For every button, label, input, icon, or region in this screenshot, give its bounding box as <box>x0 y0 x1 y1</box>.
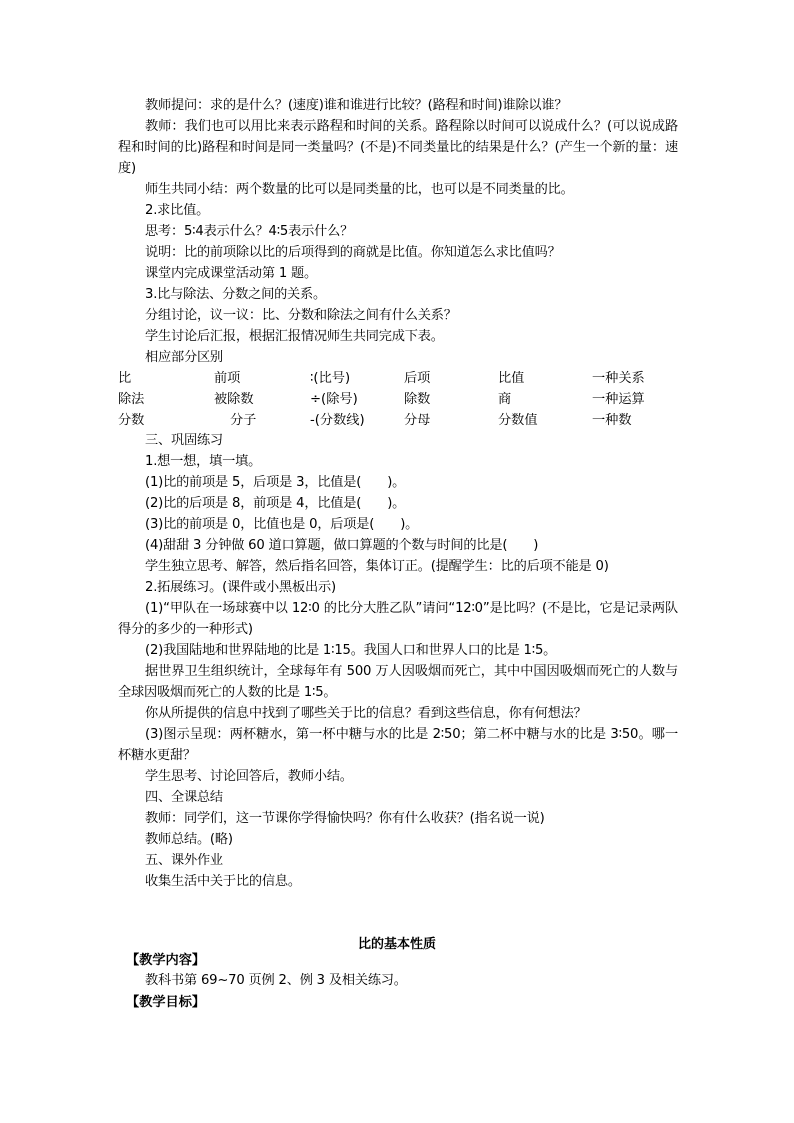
paragraph-explanation: 说明：比的前项除以比的后项得到的商就是比值。你知道怎么求比值吗？ <box>145 245 561 260</box>
section-heading-summary: 四、全课总结 <box>145 790 223 805</box>
summary-text: 教师：同学们，这一节课你学得愉快吗？你有什么收获？(指名说一说) <box>145 811 545 826</box>
summary-text: 教师总结。(略) <box>145 832 233 847</box>
paragraph-think: 思考：5∶4表示什么？4∶5表示什么？ <box>145 224 354 239</box>
paragraph-ratio-value-heading: 2.求比值。 <box>145 203 210 218</box>
exercise-2-item: 你从所提供的信息中找到了哪些关于比的信息？看到这些信息，你有何想法？ <box>145 706 587 721</box>
exercise-2-item: (3)图示呈现：两杯糖水，第一杯中糖与水的比是 2∶50；第二杯中糖与水的比是 3∶50。哪一杯糖水更甜？ <box>118 727 678 763</box>
exercise-2-item: 据世界卫生组织统计，全球每年有 500 万人因吸烟而死亡，其中中国因吸烟而死亡的人数与全球因吸烟而死亡的人数的比是 1∶5。 <box>118 664 678 700</box>
paragraph-report: 学生讨论后汇报，根据汇报情况师生共同完成下表。 <box>145 329 444 344</box>
paragraph-group-discussion: 分组讨论，议一议：比、分数和除法之间有什么关系？ <box>145 308 457 323</box>
table-cell: 一种数 <box>592 413 632 428</box>
table-cell: 后项 <box>404 371 431 386</box>
content-text: 教科书第 69~70 页例 2、例 3 及相关练习。 <box>145 973 407 988</box>
content-header: 【教学内容】 <box>126 953 206 968</box>
exercise-1-item: (3)比的前项是 0，比值也是 0，后项是( )。 <box>145 517 419 532</box>
table-cell: -(分数线) <box>310 413 365 428</box>
table-cell: 除数 <box>404 392 431 407</box>
section-heading-practice: 三、巩固练习 <box>145 433 223 448</box>
paragraph-relation-heading: 3.比与除法、分数之间的关系。 <box>145 287 327 302</box>
exercise-2-item: 学生思考、讨论回答后，教师小结。 <box>145 769 353 784</box>
table-cell: 分数 <box>118 413 145 428</box>
table-cell: 一种关系 <box>592 371 645 386</box>
section-heading-homework: 五、课外作业 <box>145 853 223 868</box>
paragraph-classroom-activity: 课堂内完成课堂活动第 1 题。 <box>145 266 318 281</box>
exercise-2-item: (2)我国陆地和世界陆地的比是 1∶15。我国人口和世界人口的比是 1∶5。 <box>145 643 557 658</box>
exercise-1-item: (1)比的前项是 5，后项是 3，比值是( )。 <box>145 475 406 490</box>
lesson-title: 比的基本性质 <box>357 937 436 952</box>
exercise-1-title: 1.想一想，填一填。 <box>145 454 262 469</box>
table-cell: 比值 <box>498 371 525 386</box>
goal-header: 【教学目标】 <box>126 995 206 1010</box>
exercise-1-item: (4)甜甜 3 分钟做 60 道口算题，做口算题的个数与时间的比是( ) <box>145 538 539 553</box>
table-cell: ÷(除号) <box>310 392 358 407</box>
table-cell: 分数值 <box>498 413 538 428</box>
table-cell: 分母 <box>404 413 431 428</box>
table-row <box>118 389 678 410</box>
table-row <box>118 410 678 431</box>
table-cell: 被除数 <box>214 392 254 407</box>
table-cell: 商 <box>498 392 512 407</box>
exercise-1-item: (2)比的后项是 8，前项是 4，比值是( )。 <box>145 496 406 511</box>
exercise-2-title: 2.拓展练习。(课件或小黑板出示) <box>145 580 336 595</box>
paragraph-teacher-question: 教师提问：求的是什么？(速度)谁和谁进行比较？(路程和时间)谁除以谁？ <box>145 98 568 113</box>
homework-text: 收集生活中关于比的信息。 <box>145 874 301 889</box>
table-cell: 分子 <box>230 413 257 428</box>
table-cell: ∶(比号) <box>310 371 351 386</box>
table-row <box>118 368 678 389</box>
exercise-1-note: 学生独立思考、解答，然后指名回答，集体订正。(提醒学生：比的后项不能是 0) <box>145 559 609 574</box>
table-cell: 前项 <box>214 371 241 386</box>
paragraph-table-caption: 相应部分区别 <box>145 350 223 365</box>
paragraph-summary: 师生共同小结：两个数量的比可以是同类量的比，也可以是不同类量的比。 <box>145 182 574 197</box>
exercise-2-item: (1)“甲队在一场球赛中以 12∶0 的比分大胜乙队”请问“12∶0”是比吗？(不是比，它是记录两队得分的多少的一种形式) <box>118 601 678 637</box>
table-cell: 比 <box>118 371 132 386</box>
table-cell: 一种运算 <box>592 392 645 407</box>
paragraph-teacher-ratio-explanation: 教师：我们也可以用比来表示路程和时间的关系。路程除以时间可以说成什么？(可以说成路程和时间的比)路程和时间是同一类量吗？(不是)不同类量比的结果是什么？(产生一个新的量：速度) <box>118 119 678 176</box>
table-cell: 除法 <box>118 392 145 407</box>
